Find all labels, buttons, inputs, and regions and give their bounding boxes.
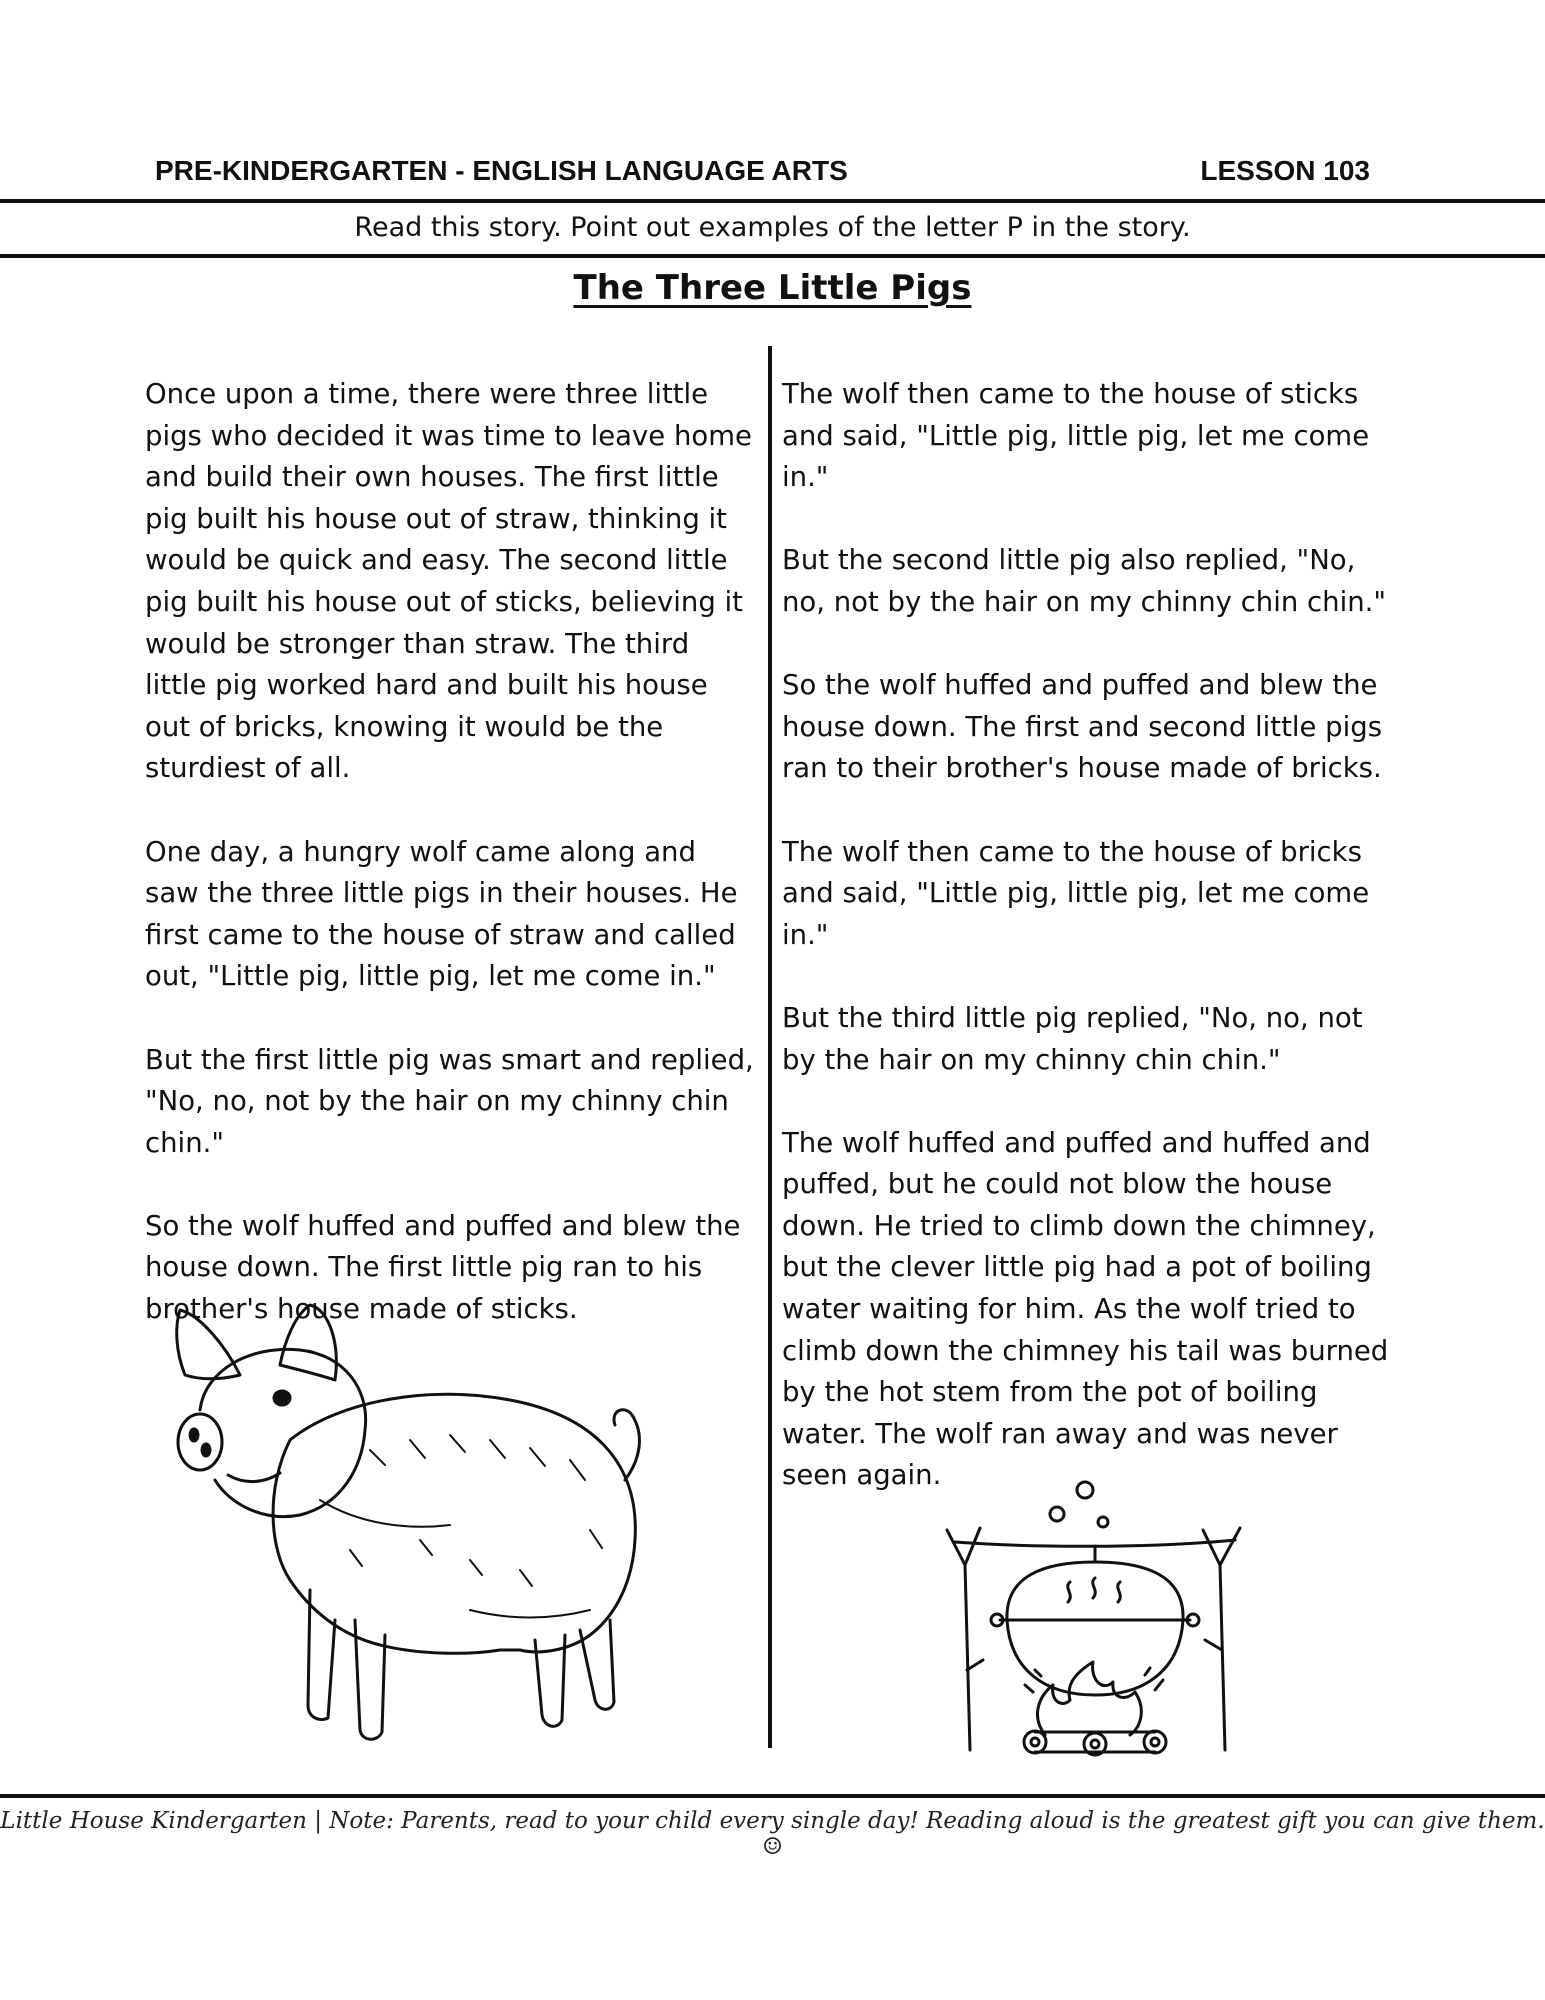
story-paragraph: But the third little pig replied, "No, no, not by the hair on my chinny chin chin." [782, 1001, 1363, 1076]
story-paragraph: The wolf then came to the house of sticks and said, "Little pig, little pig, let me come in." [782, 378, 1370, 494]
pig-icon [170, 1290, 650, 1750]
story-paragraph: One day, a hungry wolf came along and saw the three little pigs in their houses. He first came to the house of straw and called out, "Little pig, little pig, let me come in." [145, 835, 738, 993]
column-divider [768, 346, 772, 1748]
subject-heading: PRE-KINDERGARTEN - ENGLISH LANGUAGE ARTS [155, 155, 848, 186]
story-column-left [145, 374, 755, 1372]
cauldron-icon [935, 1470, 1255, 1760]
story-paragraph: But the first little pig was smart and replied, "No, no, not by the hair on my chinny chin chin." [145, 1043, 754, 1159]
story-paragraph: The wolf then came to the house of bricks and said, "Little pig, little pig, let me come in." [782, 835, 1370, 951]
lesson-number: LESSON 103 [1200, 155, 1370, 186]
story-paragraph: So the wolf huffed and puffed and blew the house down. The first little pig ran to his brother's house made of sticks. [145, 1209, 741, 1326]
story-paragraph: Once upon a time, there were three little pigs who decided it was time to leave home and build their own houses. The first little pig built his house out of straw, thinking it would be quick and easy. The second little pig built his house out of sticks, believing it would be stronger than straw. The third little pig worked hard and built his house out of bricks, knowing it would be the sturdiest of all. [145, 378, 752, 785]
instruction-text: Read this story. Point out examples of the letter P in the story. [354, 212, 1191, 243]
story-column-right [782, 374, 1402, 1539]
instruction-rule [0, 254, 1545, 258]
footer-rule [0, 1794, 1545, 1798]
story-paragraph: But the second little pig also replied, "No, no, not by the hair on my chinny chin chin." [782, 544, 1387, 618]
footer-note: Little House Kindergarten | Note: Parents, read to your child every single day! Reading aloud is the greatest gift you can give them. ☺ [0, 1808, 1545, 1860]
story-title: The Three Little Pigs [573, 268, 972, 308]
story-paragraph: The wolf huffed and puffed and huffed and puffed, but he could not blow the house down. He tried to climb down the chimney, but the clever little pig had a pot of boiling water waiting for him. As the wolf tried to climb down the chimney his tail was burned by the hot stem from the pot of boiling water. The wolf ran away and was never seen again. [782, 1126, 1389, 1492]
story-paragraph: So the wolf huffed and puffed and blew the house down. The first and second little pigs ran to their brother's house made of bricks. [782, 669, 1383, 785]
page-header [155, 155, 1370, 187]
header-rule [0, 199, 1545, 203]
